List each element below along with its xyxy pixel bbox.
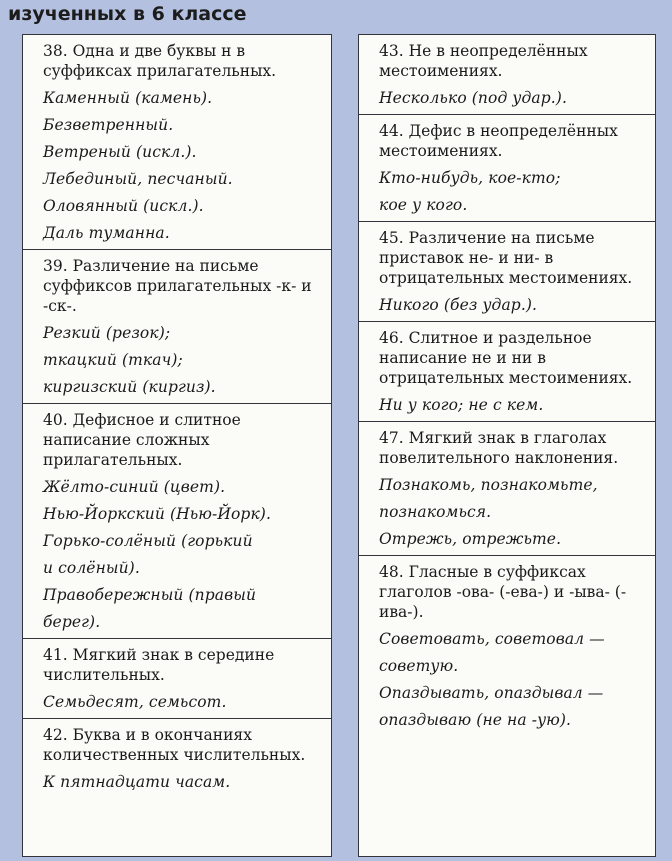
- rule-38: [43, 41, 323, 243]
- example-line: Советовать, советовал —: [379, 630, 605, 648]
- example-line: Несколько (под удар.).: [379, 89, 567, 107]
- rule-42: [43, 725, 323, 792]
- rule-48-title: 48. Гласные в суффиксах глаголов -ова- (-ева-) и -ыва- (-ива-).: [379, 563, 627, 621]
- example-line: кое у кого.: [379, 196, 468, 214]
- rule-40-title: 40. Дефисное и слитное написание сложных прилагательных.: [43, 411, 241, 469]
- example-line: Жёлто-синий (цвет).: [43, 478, 226, 496]
- example-line: Даль туманна.: [43, 224, 170, 242]
- example-line: К пятнадцати часам.: [43, 773, 231, 791]
- divider: [359, 321, 655, 322]
- rule-44: [379, 121, 647, 215]
- right-rules-panel: [358, 34, 656, 857]
- rule-48: [379, 562, 647, 730]
- example-line: опаздываю (не на -ую).: [379, 711, 572, 729]
- divider: [359, 114, 655, 115]
- rule-38-title: 38. Одна и две буквы н в суффиксах прилагательных.: [43, 42, 277, 80]
- rule-47: [379, 428, 647, 549]
- divider: [23, 249, 331, 250]
- divider: [23, 638, 331, 639]
- example-line: Правобережный (правый: [43, 586, 257, 604]
- example-line: познакомься.: [379, 503, 492, 521]
- example-line: Лебединый, песчаный.: [43, 170, 233, 188]
- divider: [23, 403, 331, 404]
- rule-43: [379, 41, 647, 108]
- rule-45-title: 45. Различение на письме приставок не- и ни- в отрицательных местоимениях.: [379, 229, 633, 287]
- divider: [359, 555, 655, 556]
- divider: [23, 718, 331, 719]
- example-line: Семьдесят, семьсот.: [43, 693, 227, 711]
- example-line: Ни у кого; не с кем.: [379, 396, 544, 414]
- example-line: Ветреный (искл.).: [43, 143, 197, 161]
- rule-46: [379, 328, 647, 415]
- example-line: Горько-солёный (горький: [43, 532, 253, 550]
- example-line: Отрежь, отрежьте.: [379, 530, 562, 548]
- example-line: берег).: [43, 613, 101, 631]
- example-line: Безветренный.: [43, 116, 174, 134]
- example-line: советую.: [379, 657, 459, 675]
- example-line: Опаздывать, опаздывал —: [379, 684, 604, 702]
- rule-41-title: 41. Мягкий знак в середине числительных.: [43, 646, 275, 684]
- rule-47-title: 47. Мягкий знак в глаголах повелительного наклонения.: [379, 429, 619, 467]
- rule-42-title: 42. Буква и в окончаниях количественных числительных.: [43, 726, 306, 764]
- example-line: ткацкий (ткач);: [43, 351, 183, 369]
- rule-46-title: 46. Слитное и раздельное написание не и ни в отрицательных местоимениях.: [379, 329, 633, 387]
- rule-41: [43, 645, 323, 712]
- example-line: Никого (без удар.).: [379, 296, 538, 314]
- page-header: изученных в 6 классе: [8, 3, 247, 25]
- divider: [359, 421, 655, 422]
- rule-39: [43, 256, 323, 397]
- example-line: Кто-нибудь, кое-кто;: [379, 169, 561, 187]
- rule-39-title: 39. Различение на письме суффиксов прилагательных -к- и -ск-.: [43, 257, 312, 315]
- rule-44-title: 44. Дефис в неопределённых местоимениях.: [379, 122, 618, 160]
- example-line: Познакомь, познакомьте,: [379, 476, 598, 494]
- example-line: Каменный (камень).: [43, 89, 213, 107]
- example-line: и солёный).: [43, 559, 140, 577]
- left-rules-panel: [22, 34, 332, 857]
- example-line: Оловянный (искл.).: [43, 197, 204, 215]
- rule-45: [379, 228, 647, 315]
- rule-43-title: 43. Не в неопределённых местоимениях.: [379, 42, 588, 80]
- rule-40: [43, 410, 323, 632]
- example-line: киргизский (киргиз).: [43, 378, 216, 396]
- example-line: Резкий (резок);: [43, 324, 171, 342]
- divider: [359, 221, 655, 222]
- example-line: Нью-Йоркский (Нью-Йорк).: [43, 505, 271, 523]
